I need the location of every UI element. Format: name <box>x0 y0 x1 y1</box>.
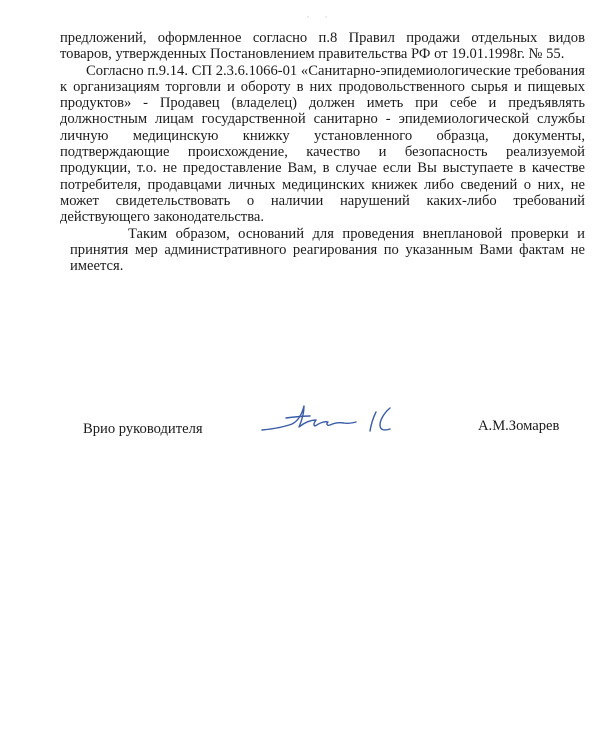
paragraph-conclusion: Таким образом, оснований для проведения внеплановой проверки и принятия мер административного реагирования по указанным Вами фактам не имеется. <box>70 225 585 275</box>
signatory-title: Врио руководителя <box>83 421 203 437</box>
paragraph-continuation: предложений, оформленное согласно п.8 Правил продажи отдельных видов товаров, утвержденных Постановлением правительства РФ от 19.01.1998г. № 55. <box>60 30 585 63</box>
scan-marks <box>300 6 340 10</box>
signatory-name: А.М.Зомарев <box>478 418 560 434</box>
paragraph-requirements: Согласно п.9.14. СП 2.3.6.1066-01 «Санитарно-эпидемиологические требования к организациям торговли и обороту в них продовольственного сырья и пищевых продуктов» - Продавец (владелец) должен иметь при себе и предъявлять должностным лицам государственной санитарно - эпидемиологической службы личную медицинскую книжку установленного образца, документы, подтверждающие происхождение, качество и безопасность реализуемой продукции, т.о. не предоставление Вам, в случае если Вы выступаете в качестве потребителя, продавцами личных медицинских книжек либо сведений о них, не может свидетельствовать о наличии нарушений каких-либо требований действующего законодательства. <box>60 62 585 226</box>
handwritten-signature <box>258 396 408 441</box>
letter-body <box>60 30 585 274</box>
